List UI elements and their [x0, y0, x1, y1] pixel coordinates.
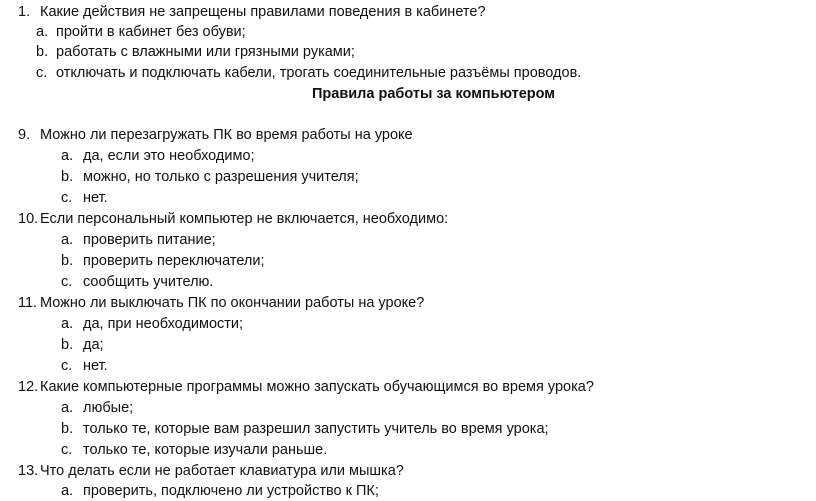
option-letter: c.	[61, 190, 73, 206]
option-letter: b.	[61, 253, 74, 269]
section-heading: Правила работы за компьютером	[312, 86, 556, 102]
option-a	[61, 314, 243, 334]
option-c	[36, 63, 581, 83]
question-10	[18, 209, 448, 229]
option-text: только те, которые вам разрешил запустить учитель во время урока;	[83, 421, 549, 437]
option-letter: a.	[61, 400, 74, 416]
option-letter: b.	[36, 44, 49, 60]
option-letter: c.	[61, 274, 73, 290]
question-text: Какие компьютерные программы можно запускать обучающимся во время урока?	[40, 379, 594, 395]
option-text: любые;	[83, 400, 134, 416]
option-a	[61, 230, 216, 250]
option-b	[36, 42, 355, 62]
option-text: проверить переключатели;	[83, 253, 265, 269]
question-text: Можно ли выключать ПК по окончании работы на уроке?	[40, 295, 425, 311]
option-text: сообщить учителю.	[83, 274, 214, 290]
option-letter: a.	[61, 316, 74, 332]
option-letter: a.	[61, 483, 74, 499]
question-text: Какие действия не запрещены правилами поведения в кабинете?	[40, 4, 486, 20]
question-number: 10.	[18, 211, 39, 227]
option-letter: a.	[36, 24, 49, 40]
option-letter: c.	[61, 442, 73, 458]
option-a	[61, 146, 255, 166]
option-text: нет.	[83, 190, 108, 206]
option-text: да, при необходимости;	[83, 316, 244, 332]
option-text: можно, но только с разрешения учителя;	[83, 169, 359, 185]
question-number: 13.	[18, 463, 39, 479]
question-text: Можно ли перезагружать ПК во время работы на уроке	[40, 127, 413, 143]
question-12	[18, 377, 594, 397]
option-text: нет.	[83, 358, 108, 374]
question-number: 12.	[18, 379, 39, 395]
option-c	[61, 356, 108, 376]
option-c	[61, 188, 108, 208]
option-text: проверить, подключено ли устройство к ПК;	[83, 483, 379, 499]
question-1	[18, 2, 486, 22]
option-text: работать с влажными или грязными руками;	[56, 44, 355, 60]
option-b	[61, 419, 549, 439]
option-b	[61, 251, 265, 271]
question-number: 1.	[18, 4, 31, 20]
option-b	[61, 167, 359, 187]
option-text: да;	[83, 337, 104, 353]
option-b	[61, 335, 104, 355]
option-letter: c.	[36, 65, 48, 81]
question-13	[18, 461, 404, 481]
question-text: Что делать если не работает клавиатура или мышка?	[40, 463, 404, 479]
option-a	[61, 481, 379, 501]
option-a	[36, 22, 246, 42]
question-9	[18, 125, 413, 145]
option-text: проверить питание;	[83, 232, 216, 248]
question-number: 11.	[18, 295, 38, 311]
option-letter: a.	[61, 148, 74, 164]
option-text: только те, которые изучали раньше.	[83, 442, 328, 458]
option-text: отключать и подключать кабели, трогать соединительные разъёмы проводов.	[56, 65, 582, 81]
option-text: пройти в кабинет без обуви;	[56, 24, 246, 40]
option-c	[61, 272, 213, 292]
option-a	[61, 398, 133, 418]
question-11	[18, 293, 424, 313]
option-text: да, если это необходимо;	[83, 148, 255, 164]
question-number: 9.	[18, 127, 31, 143]
option-letter: b.	[61, 421, 74, 437]
option-letter: b.	[61, 169, 74, 185]
option-letter: a.	[61, 232, 74, 248]
option-letter: b.	[61, 337, 74, 353]
option-c	[61, 440, 327, 460]
question-text: Если персональный компьютер не включается, необходимо:	[40, 211, 449, 227]
option-letter: c.	[61, 358, 73, 374]
